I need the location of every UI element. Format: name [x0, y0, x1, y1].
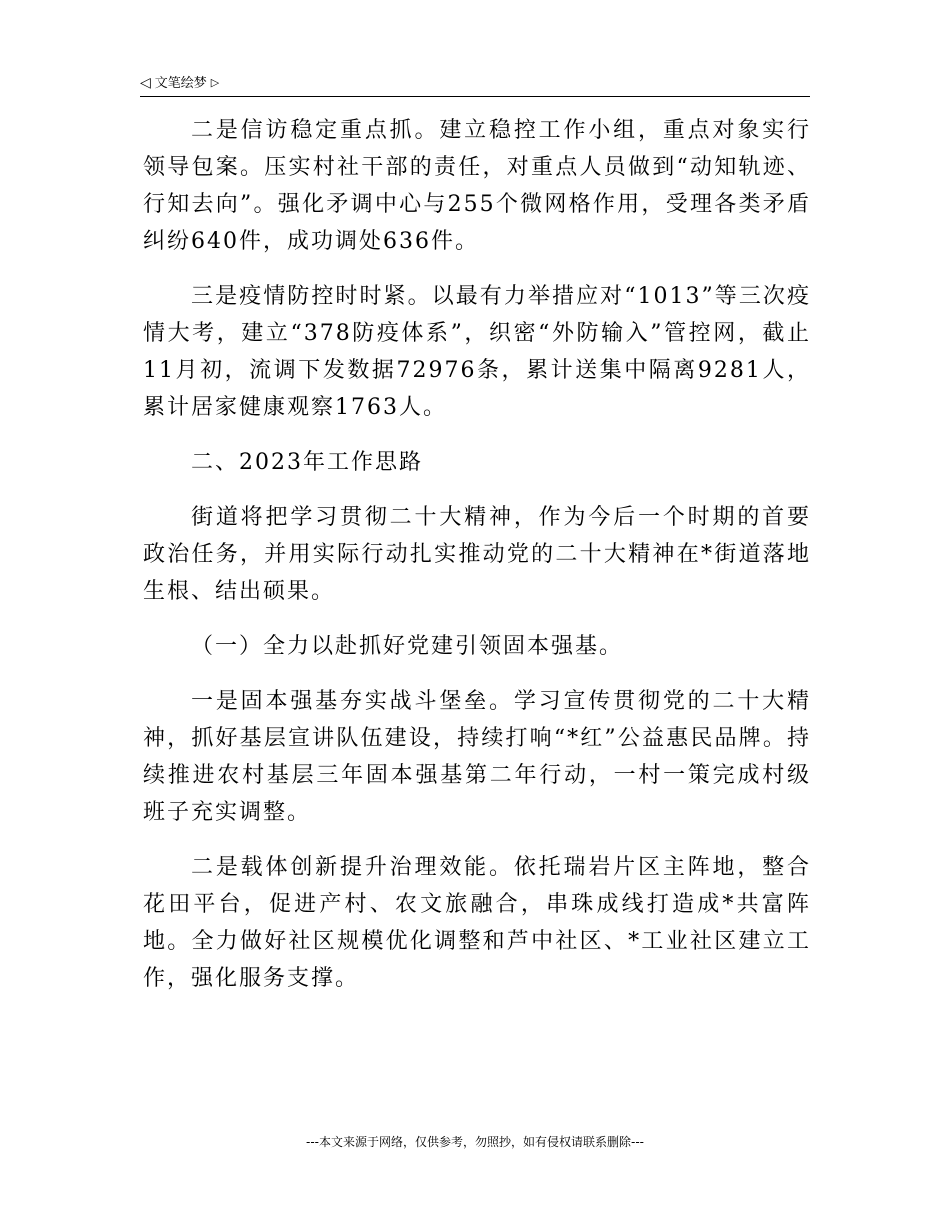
right-triangle-icon: ▷ [210, 76, 220, 89]
document-body [143, 112, 811, 1015]
left-triangle-icon: ◁ [140, 75, 151, 91]
page-footer-disclaimer: ---本文来源于网络，仅供参考，勿照抄，如有侵权请联系删除--- [306, 1135, 644, 1149]
paragraph-study-spirit: 街道将把学习贯彻二十大精神，作为今后一个时期的首要政治任务，并用实际行动扎实推动党的二十大精神在*街道落地生根、结出硕果。 [143, 505, 811, 604]
paragraph-strengthen-foundation: 一是固本强基夯实战斗堡垒。学习宣传贯彻党的二十大精神，抓好基层宣讲队伍建设，持续打响“*红”公益惠民品牌。持续推进农村基层三年固本强基第二年行动，一村一策完成村级班子充实调整。 [143, 689, 811, 825]
paragraph-governance-efficiency: 二是载体创新提升治理效能。依托瑞岩片区主阵地，整合花田平台，促进产村、农文旅融合，串珠成线打造成*共富阵地。全力做好社区规模优化调整和芦中社区、*工业社区建立工作，强化服务支撑。 [143, 855, 811, 991]
paragraph-epidemic-control: 三是疫情防控时时紧。以最有力举措应对“1013”等三次疫情大考，建立“378防疫体系”，织密“外防输入”管控网，截止11月初，流调下发数据72976条，累计送集中隔离9281人，累计居家健康观察1763人。 [143, 284, 811, 420]
header-brand: 文笔绘梦 [154, 76, 207, 91]
paragraph-petition-stability: 二是信访稳定重点抓。建立稳控工作小组，重点对象实行领导包案。压实村社干部的责任，对重点人员做到“动知轨迹、行知去向”。强化矛调中心与255个微网格作用，受理各类矛盾纠纷640件，成功调处636件。 [143, 118, 811, 254]
section-heading-2023-plan: 二、2023年工作思路 [191, 450, 423, 475]
page-header [140, 72, 810, 97]
subsection-heading-party-building: （一）全力以赴抓好党建引领固本强基。 [191, 634, 624, 659]
